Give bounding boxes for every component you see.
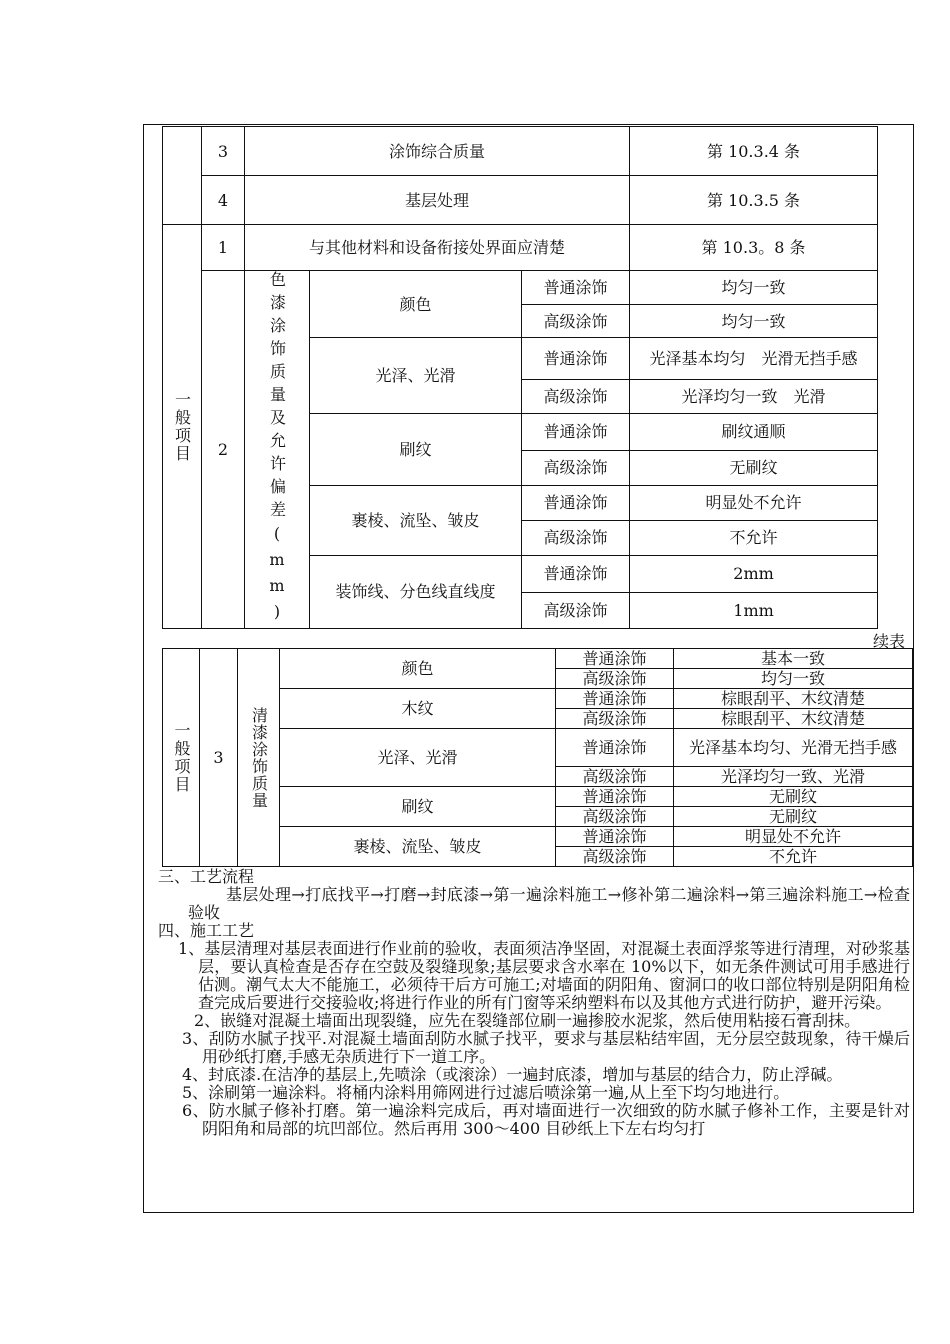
- requirement: 明显处不允许: [674, 827, 913, 847]
- check-item: 裹棱、流坠、皱皮: [280, 827, 556, 867]
- check-item: 颜色: [310, 271, 522, 338]
- paragraph: 2、嵌缝对混凝土墙面出现裂缝，应先在裂缝部位刷一遍掺胶水泥浆，然后使用粘接石膏刮抹。: [194, 1011, 861, 1030]
- requirement: 2mm: [630, 555, 878, 592]
- section-heading: 四、施工工艺: [158, 921, 255, 940]
- grade: 普通涂饰: [556, 649, 674, 669]
- requirement: 光泽基本均匀 光滑无挡手感: [630, 338, 878, 380]
- requirement: 无刷纹: [674, 807, 913, 827]
- general-category-cell: [163, 225, 202, 629]
- table-row: [163, 127, 878, 176]
- general-label: 一般项目: [172, 721, 191, 794]
- requirement: 不允许: [674, 847, 913, 867]
- grade: 高级涂饰: [556, 669, 674, 689]
- grade: 普通涂饰: [522, 271, 630, 305]
- grade: 高级涂饰: [522, 380, 630, 414]
- requirement: 均匀一致: [630, 305, 878, 338]
- item-no: 1: [202, 225, 245, 271]
- grade: 普通涂饰: [556, 729, 674, 767]
- requirement: 光泽基本均匀、光滑无挡手感: [674, 729, 913, 767]
- grade: 普通涂饰: [522, 338, 630, 380]
- table-row: [163, 176, 878, 225]
- process-flow: 基层处理→打底找平→打磨→封底漆→第一遍涂料施工→修补第二遍涂料→第三遍涂料施工→检查验收: [188, 885, 910, 922]
- grade: 高级涂饰: [556, 709, 674, 729]
- general-category-cell: [163, 649, 200, 867]
- grade: 普通涂饰: [522, 485, 630, 520]
- group-no: 2: [202, 271, 245, 629]
- grade: 普通涂饰: [556, 827, 674, 847]
- paragraph: 3、刮防水腻子找平.对混凝土墙面刮防水腻子找平，要求与基层粘结牢固，无分层空鼓现象，待干燥后用砂纸打磨,手感无杂质进行下一道工序。: [182, 1029, 910, 1066]
- requirement: 刷纹通顺: [630, 414, 878, 450]
- item-ref: 第 10.3.5 条: [630, 176, 878, 225]
- quality-table-2: [162, 648, 913, 867]
- requirement: 棕眼刮平、木纹清楚: [674, 689, 913, 709]
- grade: 高级涂饰: [522, 450, 630, 485]
- check-item: 裹棱、流坠、皱皮: [310, 485, 522, 555]
- requirement: 不允许: [630, 520, 878, 555]
- item-ref: 第 10.3.4 条: [630, 127, 878, 176]
- requirement: 均匀一致: [630, 271, 878, 305]
- main-category-cell: [163, 127, 202, 225]
- requirement: 1mm: [630, 593, 878, 629]
- item-name: 基层处理: [245, 176, 630, 225]
- check-item: 木纹: [280, 689, 556, 729]
- grade: 普通涂饰: [522, 414, 630, 450]
- grade: 高级涂饰: [522, 520, 630, 555]
- requirement: 明显处不允许: [630, 485, 878, 520]
- check-item: 刷纹: [280, 787, 556, 827]
- group-label: 清漆涂饰质量: [249, 706, 269, 809]
- group-label-cell: [245, 271, 310, 629]
- grade: 普通涂饰: [522, 555, 630, 592]
- requirement: 均匀一致: [674, 669, 913, 689]
- table-row: [163, 225, 878, 271]
- item-name: 与其他材料和设备衔接处界面应清楚: [245, 225, 630, 271]
- grade: 高级涂饰: [522, 593, 630, 629]
- continued-label: 续表: [873, 632, 906, 651]
- general-label: 一般项目: [172, 390, 192, 463]
- grade: 普通涂饰: [556, 787, 674, 807]
- item-no: 3: [202, 127, 245, 176]
- process-text: [150, 868, 910, 1138]
- section-heading: 三、工艺流程: [158, 867, 255, 886]
- requirement: 无刷纹: [674, 787, 913, 807]
- group-no: 3: [200, 649, 238, 867]
- item-no: 4: [202, 176, 245, 225]
- item-ref: 第 10.3。8 条: [630, 225, 878, 271]
- requirement: 光泽均匀一致 光滑: [630, 380, 878, 414]
- check-item: 刷纹: [310, 414, 522, 485]
- paragraph: 5、涂刷第一遍涂料。将桶内涂料用筛网进行过滤后喷涂第一遍,从上至下均匀地进行。: [182, 1083, 790, 1102]
- grade: 高级涂饰: [556, 807, 674, 827]
- requirement: 棕眼刮平、木纹清楚: [674, 709, 913, 729]
- requirement: 基本一致: [674, 649, 913, 669]
- requirement: 光泽均匀一致、光滑: [674, 767, 913, 787]
- paragraph: 4、封底漆.在洁净的基层上,先喷涂（或滚涂）一遍封底漆，增加与基层的结合力，防止浮碱。: [182, 1065, 843, 1084]
- grade: 高级涂饰: [522, 305, 630, 338]
- group-label-cell: [238, 649, 280, 867]
- grade: 高级涂饰: [556, 767, 674, 787]
- table-row: [163, 649, 913, 669]
- paragraph: 1、基层清理对基层表面进行作业前的验收，表面须洁净坚固，对混凝土表面浮浆等进行清理，对砂浆基层，要认真检查是否存在空鼓及裂缝现象;基层要求含水率在 10%以下，如无条件测试可用手感进行估测。潮气太大不能施工，必须待干后方可施工;对墙面的阴阳角、窗洞口的收口部位特别是阴阳角检查完成后要进行交接验收;将进行作业的所有门窗等采纳塑料布以及其他方式进行防护，避开污染。: [178, 939, 910, 1012]
- group-label: 色漆涂饰质量及允许偏差(mm): [267, 271, 287, 628]
- grade: 高级涂饰: [556, 847, 674, 867]
- check-item: 颜色: [280, 649, 556, 689]
- grade: 普通涂饰: [556, 689, 674, 709]
- requirement: 无刷纹: [630, 450, 878, 485]
- quality-table-1: [162, 126, 878, 629]
- paragraph: 6、防水腻子修补打磨。第一遍涂料完成后，再对墙面进行一次细致的防水腻子修补工作，主要是针对阴阳角和局部的坑凹部位。然后再用 300～400 目砂纸上下左右均匀打: [182, 1101, 910, 1138]
- check-item: 光泽、光滑: [280, 729, 556, 787]
- table-row: [163, 271, 878, 305]
- check-item: 光泽、光滑: [310, 338, 522, 414]
- check-item: 装饰线、分色线直线度: [310, 555, 522, 628]
- item-name: 涂饰综合质量: [245, 127, 630, 176]
